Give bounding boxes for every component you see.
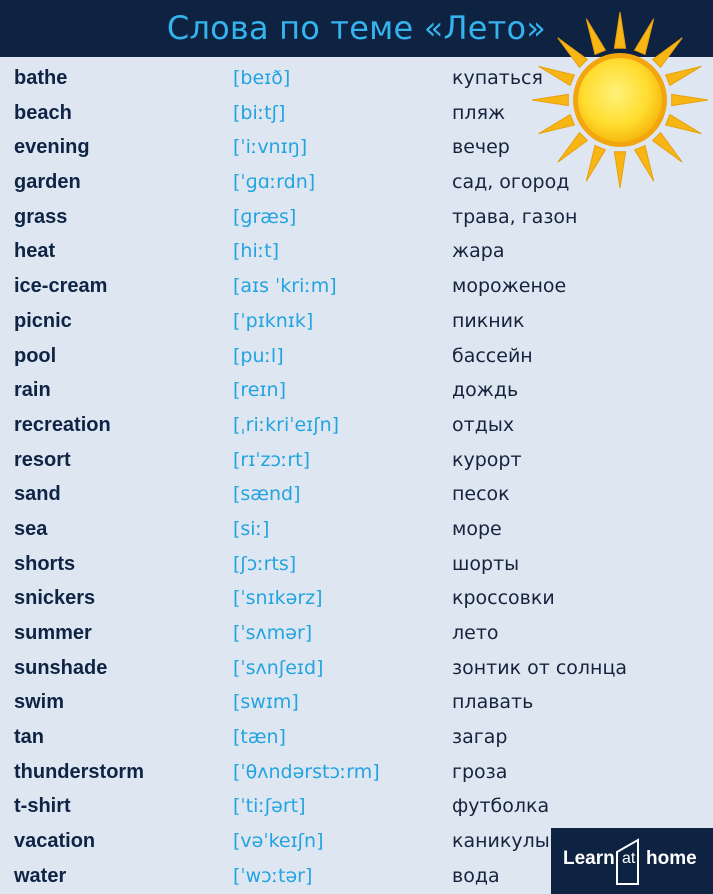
vocab-transcription: [ˈtiːʃərt]: [233, 795, 306, 818]
logo-home-text: home: [646, 848, 697, 869]
page-title: Слова по теме «Лето»: [166, 9, 547, 47]
vocab-translation: дождь: [452, 379, 519, 402]
vocab-row: [0, 304, 713, 339]
vocab-translation: пикник: [452, 309, 525, 332]
vocab-translation: гроза: [452, 760, 508, 783]
vocab-translation: купаться: [452, 67, 543, 89]
vocab-word: picnic: [14, 309, 72, 332]
vocab-word: t-shirt: [14, 795, 71, 818]
vocab-row: [0, 339, 713, 374]
vocab-translation: шорты: [452, 552, 520, 575]
vocab-translation: вечер: [452, 136, 510, 159]
vocab-transcription: [ˈwɔːtər]: [233, 864, 313, 887]
vocab-word: vacation: [14, 830, 96, 853]
logo-learn-text: Learn: [563, 848, 615, 869]
vocab-transcription: [ˈɡɑːrdn]: [233, 171, 316, 194]
learnathome-logo: [551, 828, 713, 894]
vocab-row: [0, 234, 713, 269]
vocab-word: sea: [14, 517, 48, 540]
vocab-transcription: [beɪð]: [233, 67, 291, 89]
vocab-row: [0, 547, 713, 582]
vocab-translation: трава, газон: [452, 205, 578, 228]
sun-ray: [614, 152, 625, 188]
sun-ray: [653, 38, 683, 68]
vocab-translation: вода: [452, 864, 500, 887]
sun-ray: [666, 66, 702, 85]
vocab-word: heat: [14, 240, 56, 263]
vocab-word: beach: [14, 101, 72, 124]
vocab-translation: пляж: [452, 101, 506, 124]
vocab-transcription: [aɪs ˈkriːm]: [233, 275, 337, 298]
vocab-transcription: [sænd]: [233, 483, 301, 506]
vocab-word: rain: [14, 379, 51, 402]
vocab-row: [0, 443, 713, 478]
vocab-transcription: [ˈsnɪkərz]: [233, 587, 323, 610]
vocab-transcription: [ʃɔːrts]: [233, 552, 297, 575]
vocab-word: tan: [14, 726, 44, 749]
vocab-word: evening: [14, 136, 90, 159]
vocab-transcription: [ˈsʌnʃeɪd]: [233, 656, 324, 679]
vocab-transcription: [rɪˈzɔːrt]: [233, 448, 310, 471]
vocab-translation: лето: [452, 622, 499, 644]
vocab-transcription: [hiːt]: [233, 240, 279, 263]
sun-ray: [635, 19, 654, 55]
sun-ray: [653, 133, 683, 163]
vocab-transcription: [biːtʃ]: [233, 101, 286, 124]
vocab-translation: курорт: [452, 448, 522, 471]
vocab-row: [0, 581, 713, 616]
vocab-row: [0, 789, 713, 824]
vocab-translation: футболка: [452, 795, 550, 818]
vocab-word: swim: [14, 691, 65, 714]
vocab-transcription: [swɪm]: [233, 691, 299, 714]
sun-ray: [614, 12, 625, 48]
vocab-transcription: [ˈθʌndərstɔːrm]: [233, 760, 380, 783]
vocab-transcription: [tæn]: [233, 726, 286, 749]
vocab-translation: море: [452, 517, 502, 540]
vocab-row: [0, 720, 713, 755]
vocab-row: [0, 373, 713, 408]
vocab-word: grass: [14, 205, 68, 228]
vocab-translation: мороженое: [452, 275, 567, 298]
vocab-translation: песок: [452, 483, 510, 506]
vocab-translation: жара: [452, 240, 505, 263]
vocab-word: shorts: [14, 552, 76, 575]
vocab-translation: зонтик от солнца: [452, 656, 628, 679]
vocab-row: [0, 512, 713, 547]
sun-ray: [539, 115, 575, 134]
vocab-row: [0, 200, 713, 235]
vocab-translation: загар: [452, 726, 508, 749]
vocab-word: sand: [14, 483, 61, 506]
vocab-transcription: [ˌriːkriˈeɪʃn]: [233, 413, 340, 436]
vocab-translation: кроссовки: [452, 587, 555, 610]
vocab-word: pool: [14, 344, 57, 367]
vocab-transcription: [vəˈkeɪʃn]: [233, 830, 324, 853]
vocab-transcription: [ˈsʌmər]: [233, 622, 313, 644]
sun-ray: [635, 146, 654, 182]
vocab-word: summer: [14, 622, 92, 644]
vocab-transcription: [siː]: [233, 517, 270, 540]
vocab-word: water: [14, 864, 67, 887]
sun-icon: [528, 8, 712, 192]
sun-ray: [558, 38, 588, 68]
vocab-row: [0, 651, 713, 686]
vocab-word: ice-cream: [14, 275, 108, 298]
sun-ray: [586, 146, 605, 182]
vocab-row: [0, 755, 713, 790]
vocab-row: [0, 408, 713, 443]
vocab-translation: отдых: [452, 413, 515, 436]
vocab-transcription: [ˈpɪknɪk]: [233, 309, 314, 332]
vocab-word: snickers: [14, 587, 96, 610]
vocab-translation: плавать: [452, 691, 534, 714]
vocab-word: garden: [14, 171, 81, 194]
sun-ray: [532, 94, 568, 105]
vocab-transcription: [puːl]: [233, 344, 284, 367]
vocab-transcription: [ˈiːvnɪŋ]: [233, 136, 308, 159]
vocab-word: recreation: [14, 413, 111, 436]
vocab-row: [0, 269, 713, 304]
vocab-row: [0, 616, 713, 651]
vocab-translation: бассейн: [452, 344, 533, 367]
sun-ray: [539, 66, 575, 85]
logo-at-text: at: [622, 850, 636, 867]
sun-ray: [672, 94, 708, 105]
vocab-word: resort: [14, 448, 71, 471]
sun-ray: [586, 19, 605, 55]
vocab-row: [0, 685, 713, 720]
vocab-transcription: [reɪn]: [233, 379, 287, 402]
vocab-word: sunshade: [14, 656, 108, 679]
sun-ray: [558, 133, 588, 163]
vocab-translation: сад, огород: [452, 171, 570, 194]
vocab-word: thunderstorm: [14, 760, 144, 783]
vocab-word: bathe: [14, 67, 68, 89]
vocab-translation: каникулы: [452, 830, 550, 853]
vocab-row: [0, 477, 713, 512]
sun-ray: [666, 115, 702, 134]
vocab-transcription: [ɡræs]: [233, 205, 297, 228]
